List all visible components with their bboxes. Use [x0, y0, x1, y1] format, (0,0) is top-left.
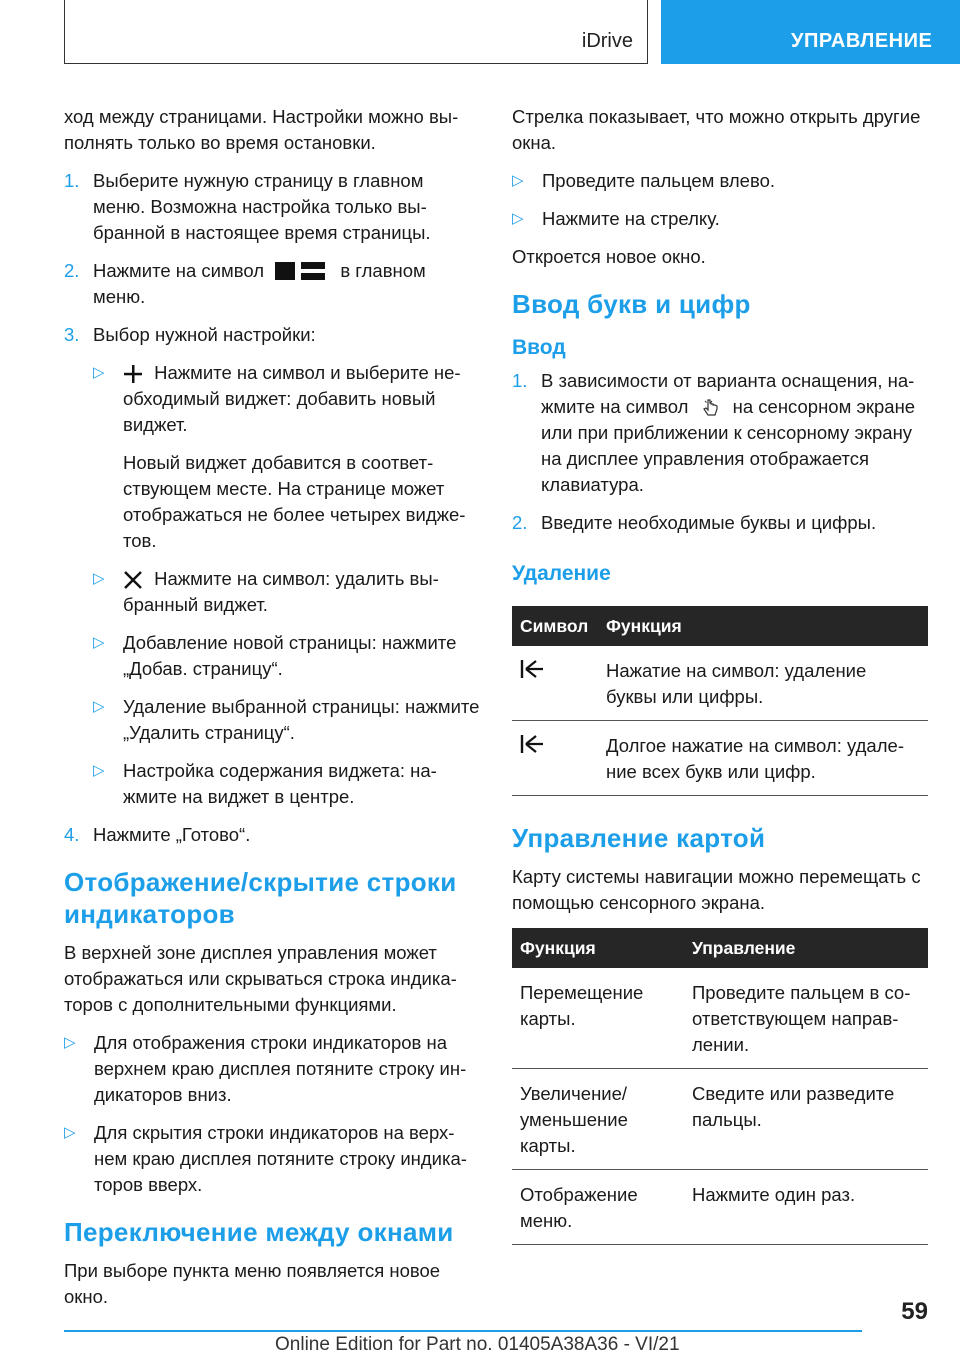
header-section-box	[661, 0, 960, 64]
table-row	[512, 1069, 928, 1170]
list-item	[93, 694, 480, 746]
bullet-icon: ▷	[93, 570, 105, 587]
step-4	[64, 822, 480, 848]
table-cell-symbol	[512, 646, 598, 721]
table-row	[512, 1170, 928, 1245]
enter-step-1	[512, 368, 928, 498]
sub-add-text: Нажмите на символ и выберите необходимый виджет: добавить новый виджет.	[123, 362, 461, 435]
list-item-text: Удаление выбранной страницы: нажмите „Удалить страницу“.	[123, 696, 480, 743]
delete-table	[512, 606, 928, 796]
table-row	[512, 646, 928, 721]
enter-text-a: В зависимости от варианта оснащения, нажмите на символ	[541, 370, 915, 417]
bullet-icon: ▷	[93, 762, 105, 779]
step-number: 1.	[512, 370, 528, 391]
step-text: Введите необходимые буквы и цифры.	[541, 512, 877, 533]
enter-step-2	[512, 510, 928, 536]
list-item	[64, 1120, 480, 1198]
map-text: Карту системы навигации можно перемещать с помощью сенсорного экрана.	[512, 866, 921, 913]
heading-delete: Удаление	[512, 562, 611, 585]
list-item	[512, 206, 928, 232]
heading-indicator-bar: Отображение/скрытие строки индикаторов	[64, 867, 457, 929]
left-column	[64, 104, 480, 1322]
table-cell: Проведите пальцем в соответствующем направлении.	[684, 968, 928, 1069]
list-item-text: Настройка содержания виджета: нажмите на виджет в центре.	[123, 760, 437, 807]
map-table	[512, 928, 928, 1245]
table-header: Управление	[684, 928, 928, 968]
bullet-icon: ▷	[64, 1034, 76, 1051]
list-item	[93, 630, 480, 682]
table-header: Функция	[512, 928, 684, 968]
plus-icon	[123, 364, 143, 384]
backspace-icon	[520, 733, 544, 755]
heading-switch-windows: Переключение между окнами	[64, 1217, 454, 1247]
bullet-icon: ▷	[512, 210, 524, 227]
intro-text: ход между страницами. Настройки можно выполнять только во время остановки.	[64, 106, 459, 153]
list-item-text: Нажмите на стрелку.	[542, 208, 720, 229]
step-text: Нажмите „Готово“.	[93, 824, 251, 845]
new-window-text: Откроется новое окно.	[512, 246, 706, 267]
table-cell: Перемещение карты.	[512, 968, 684, 1069]
header-chapter-box	[64, 0, 648, 64]
table-cell: Отображение меню.	[512, 1170, 684, 1245]
step-3	[64, 322, 480, 348]
list-item-text: Для отображения строки индикаторов на верхнем краю дисплея потяните строку индикаторов вниз.	[94, 1032, 467, 1105]
table-header: Символ	[512, 606, 598, 646]
bullet-icon: ▷	[93, 634, 105, 651]
list-item	[93, 758, 480, 810]
heading-enter: Ввод	[512, 336, 566, 359]
touch-keyboard-icon	[700, 397, 722, 419]
backspace-icon	[520, 658, 544, 680]
footer-edition: Online Edition for Part no. 01405A38A36 - VI/21	[275, 1334, 680, 1355]
step-3-sublist	[64, 360, 480, 810]
step-text: Выберите нужную страницу в главном меню. Возможна настройка только выбранной в настоящее время страницы.	[93, 170, 431, 243]
list-item	[512, 168, 928, 194]
bullet-icon: ▷	[64, 1124, 76, 1141]
table-cell: Сведите или разведите пальцы.	[684, 1069, 928, 1170]
list-item	[93, 566, 480, 618]
close-icon	[123, 570, 143, 590]
step-1	[64, 168, 480, 246]
sub-delete-text: Нажмите на символ: удалить выбранный виджет.	[123, 568, 439, 615]
step-number: 4.	[64, 824, 80, 845]
step-number: 2.	[64, 260, 80, 281]
windows-text: При выборе пункта меню появляется новое окно.	[64, 1260, 441, 1307]
page-number: 59	[901, 1298, 928, 1325]
page-settings-icon	[275, 261, 329, 283]
list-item	[64, 1030, 480, 1108]
header-section: УПРАВЛЕНИЕ	[791, 30, 933, 52]
heading-input: Ввод букв и цифр	[512, 289, 751, 319]
step-text-b: в главном меню.	[93, 260, 426, 307]
indicator-text: В верхней зоне дисплея управления может отображаться или скрываться строка индикаторов с дополнительными функциями.	[64, 942, 457, 1015]
table-cell: Нажатие на символ: удаление буквы или цифры.	[598, 646, 928, 721]
list-item	[93, 360, 480, 438]
bullet-icon: ▷	[93, 364, 105, 381]
enter-text-b: на сенсорном экране или при приближении к сенсорному экрану на дисплее управления отображается клавиатура.	[541, 396, 916, 495]
bullet-icon: ▷	[93, 698, 105, 715]
list-item-text: Для скрытия строки индикаторов на верхнем краю дисплея потяните строку индикаторов вверх.	[94, 1122, 467, 1195]
arrow-text: Стрелка показывает, что можно открыть другие окна.	[512, 106, 921, 153]
table-cell-symbol	[512, 721, 598, 796]
table-row	[512, 721, 928, 796]
step-number: 1.	[64, 170, 80, 191]
step-text-a: Нажмите на символ	[93, 260, 265, 281]
step-2	[64, 258, 480, 310]
right-column	[512, 104, 928, 1245]
table-row	[512, 968, 928, 1069]
step-number: 2.	[512, 512, 528, 533]
footer-divider	[64, 1330, 862, 1332]
list-item-text: Проведите пальцем влево.	[542, 170, 776, 191]
table-cell: Долгое нажатие на символ: удаление всех букв или цифр.	[598, 721, 928, 796]
table-cell: Увеличение/ уменьшение карты.	[512, 1069, 684, 1170]
heading-map-control: Управление картой	[512, 823, 766, 853]
step-number: 3.	[64, 324, 80, 345]
header-chapter: iDrive	[581, 30, 633, 52]
table-header: Функция	[598, 606, 928, 646]
table-cell: Нажмите один раз.	[684, 1170, 928, 1245]
list-item-text: Добавление новой страницы: нажмите „Добав. страницу“.	[123, 632, 457, 679]
step-text: Выбор нужной настройки:	[93, 324, 316, 345]
sub-add-continuation: Новый виджет добавится в соответствующем месте. На странице может отображаться не более четырех виджетов.	[123, 452, 466, 551]
bullet-icon: ▷	[512, 172, 524, 189]
